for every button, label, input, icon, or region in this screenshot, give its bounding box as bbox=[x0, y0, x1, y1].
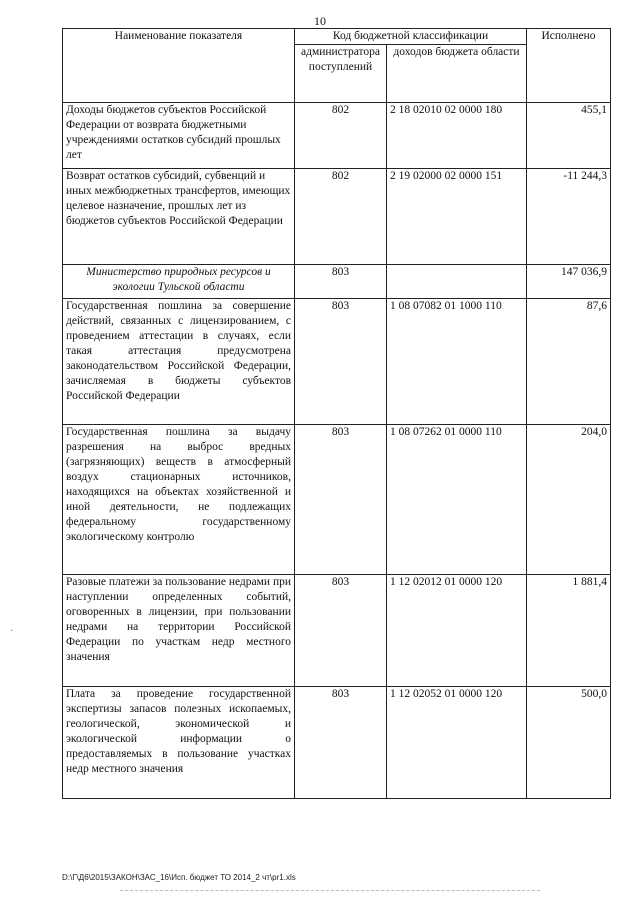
table-row bbox=[63, 169, 611, 265]
table-row bbox=[63, 103, 611, 169]
header-row bbox=[63, 29, 611, 45]
row-code: 1 08 07262 01 0000 110 bbox=[387, 425, 527, 575]
header-income: доходов бюджета области bbox=[387, 45, 527, 103]
row-name: Министерство природных ресурсов и экологии Тульской области bbox=[63, 265, 295, 299]
row-code: 1 12 02052 01 0000 120 bbox=[387, 687, 527, 799]
table-row bbox=[63, 687, 611, 799]
row-admin: 803 bbox=[295, 425, 387, 575]
row-code: 2 19 02000 02 0000 151 bbox=[387, 169, 527, 265]
footer-file-path: D:\Г\Д6\2015\ЗАКОН\ЗАС_16\Исп. бюджет ТО 2014_2 чт\pr1.xls bbox=[62, 873, 296, 882]
header-amount: Исполнено bbox=[527, 29, 611, 103]
row-admin: 803 bbox=[295, 265, 387, 299]
row-admin: 803 bbox=[295, 575, 387, 687]
page-number: 10 bbox=[314, 14, 326, 28]
row-admin: 803 bbox=[295, 299, 387, 425]
row-name: Государственная пошлина за совершение действий, связанных с лицензированием, с проведением аттестации в случаях, если такая аттестация предусмотрена законодательством Российской Федерации, зачисляемая в бюджеты субъектов Российской Федерации bbox=[63, 299, 295, 425]
row-amount: 1 881,4 bbox=[527, 575, 611, 687]
row-amount: 455,1 bbox=[527, 103, 611, 169]
row-code bbox=[387, 265, 527, 299]
bottom-divider bbox=[120, 890, 540, 891]
margin-mark: · bbox=[10, 626, 14, 637]
header-admin: администратора поступлений bbox=[295, 45, 387, 103]
row-name: Государственная пошлина за выдачу разрешения на выброс вредных (загрязняющих) веществ в атмосферный воздух стационарных источников, находящихся на объектах хозяйственной и иной деятельности, не подлежащих федеральному государственному экологическому контролю bbox=[63, 425, 295, 575]
row-name: Разовые платежи за пользование недрами при наступлении определенных событий, оговоренных в лицензии, при пользовании недрами на территории Российской Федерации по участкам недр местного значения bbox=[63, 575, 295, 687]
row-amount: 204,0 bbox=[527, 425, 611, 575]
header-name: Наименование показателя bbox=[63, 29, 295, 103]
row-name: Возврат остатков субсидий, субвенций и иных межбюджетных трансфертов, имеющих целевое назначение, прошлых лет из бюджетов субъектов Российской Федерации bbox=[63, 169, 295, 265]
row-amount: 147 036,9 bbox=[527, 265, 611, 299]
table-row bbox=[63, 265, 611, 299]
row-code: 2 18 02010 02 0000 180 bbox=[387, 103, 527, 169]
header-code-group: Код бюджетной классификации bbox=[295, 29, 527, 45]
row-name: Плата за проведение государственной экспертизы запасов полезных ископаемых, геологической, экономической и экологической информации о предоставляемых в пользование участках недр местного значения bbox=[63, 687, 295, 799]
row-name: Доходы бюджетов субъектов Российской Федерации от возврата бюджетными учреждениями остатков субсидий прошлых лет bbox=[63, 103, 295, 169]
row-amount: -11 244,3 bbox=[527, 169, 611, 265]
row-amount: 87,6 bbox=[527, 299, 611, 425]
row-admin: 803 bbox=[295, 687, 387, 799]
row-admin: 802 bbox=[295, 103, 387, 169]
row-admin: 802 bbox=[295, 169, 387, 265]
row-code: 1 12 02012 01 0000 120 bbox=[387, 575, 527, 687]
table-row bbox=[63, 299, 611, 425]
table-row bbox=[63, 575, 611, 687]
budget-table bbox=[62, 28, 611, 799]
table-row bbox=[63, 425, 611, 575]
row-amount: 500,0 bbox=[527, 687, 611, 799]
row-code: 1 08 07082 01 1000 110 bbox=[387, 299, 527, 425]
